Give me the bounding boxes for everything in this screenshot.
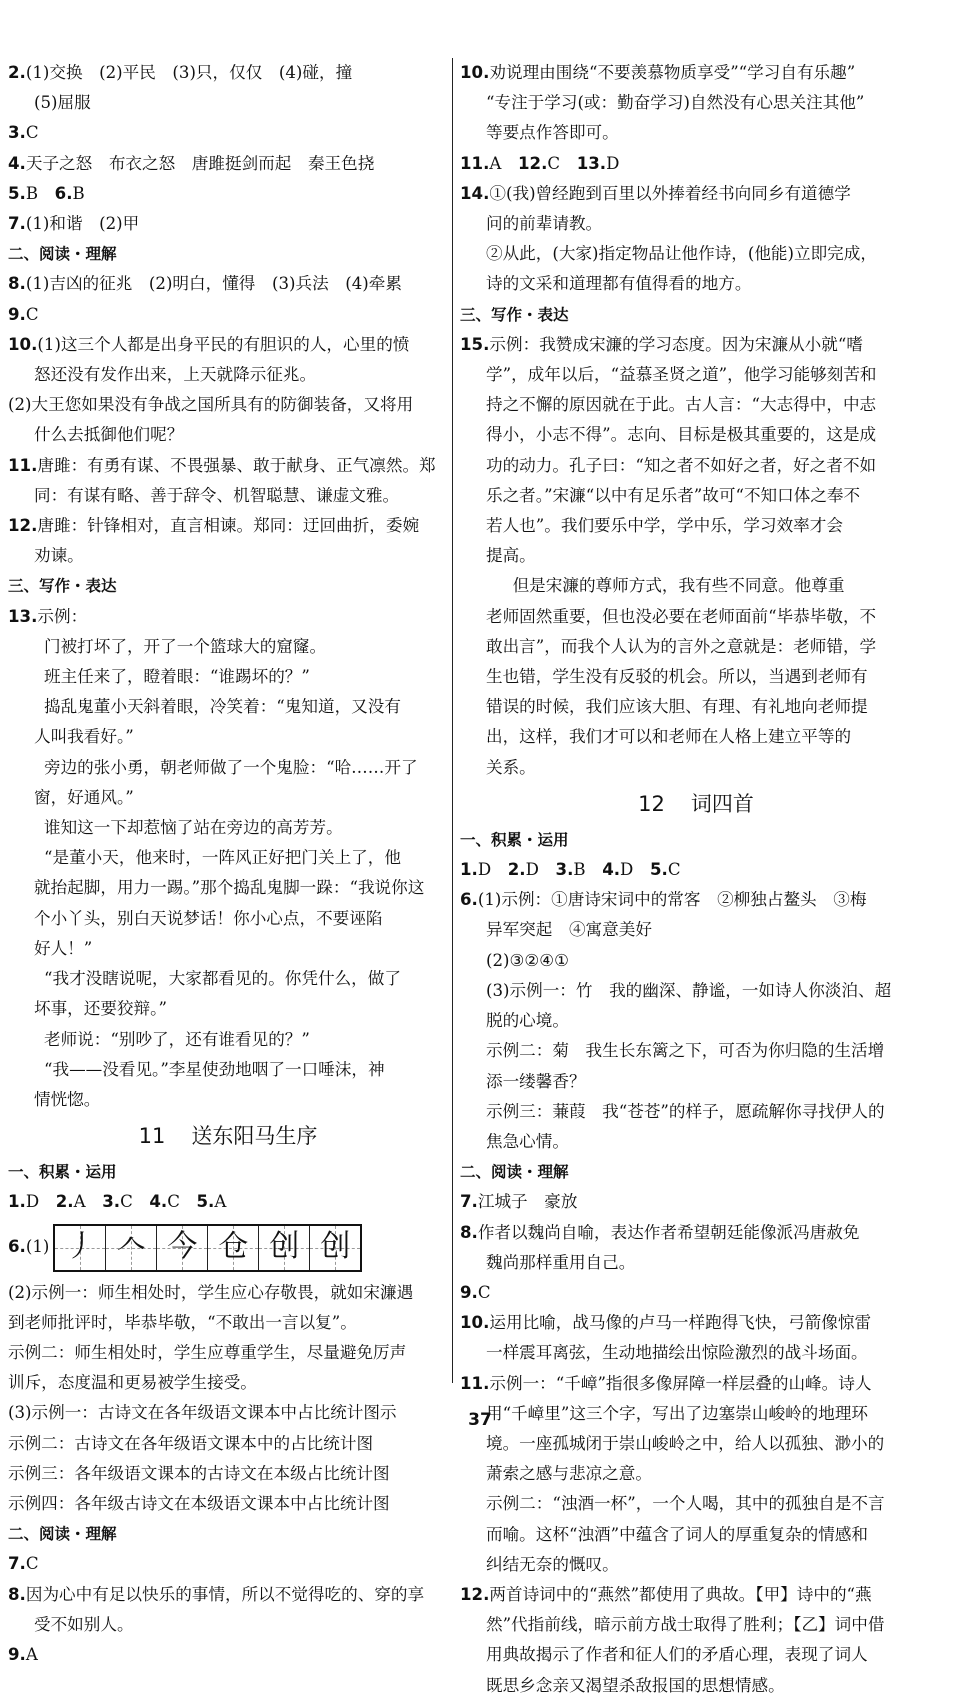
section-heading: 二、阅读・理解 <box>8 245 117 264</box>
question-number: 3. <box>555 860 574 880</box>
answer-text: 焦急心情。 <box>486 1131 569 1151</box>
question-number: 2. <box>507 860 526 880</box>
answer-text: 因为心中有足以快乐的事情，所以不觉得吃的、穿的享 <box>25 1584 425 1604</box>
stroke-char: 创 <box>320 1229 351 1265</box>
answer-text: 运用比喻，战马像的卢马一样跑得飞快，弓箭像惊雷 <box>489 1313 872 1333</box>
grid-cell <box>106 1226 157 1270</box>
stroke-char: 丿 <box>65 1229 96 1265</box>
answer-text: 窗，好通风。” <box>34 787 134 807</box>
answer-line <box>460 1278 932 1308</box>
answer-text: 人叫我看好。” <box>34 727 134 747</box>
answer-line <box>8 300 448 330</box>
answer-text: C <box>477 1282 491 1302</box>
answer-text: 若人也”。我们要乐中学，学中乐，学习效率才会 <box>486 516 843 536</box>
answer-text: 示例：我赞成宋濂的学习态度。因为宋濂从小就“嗜 <box>489 334 863 354</box>
question-number: 11. <box>460 1373 490 1393</box>
answer-line <box>8 1025 448 1055</box>
section-heading: 二、阅读・理解 <box>8 1525 117 1544</box>
answer-line <box>8 1489 448 1519</box>
answer-text: C <box>547 153 561 173</box>
question-number: 8. <box>460 1222 478 1242</box>
question-number: 7. <box>8 214 26 234</box>
answer-text: 什么去抵御他们呢？ <box>34 425 184 445</box>
answer-text: 示例： <box>37 606 88 626</box>
answer-line <box>8 1368 448 1398</box>
answer-line <box>460 1218 932 1248</box>
stroke-char: 𠆢 <box>116 1229 147 1265</box>
question-number: 8. <box>8 1584 26 1604</box>
answer-line <box>460 1006 932 1036</box>
answer-text: 纠结无奈的慨叹。 <box>486 1554 619 1574</box>
answer-text: (3)示例一：竹 我的幽深、静谧，一如诗人你淡泊、超 <box>486 980 892 1000</box>
answer-line <box>8 1429 448 1459</box>
answer-line <box>8 964 448 994</box>
stroke-char: 今 <box>167 1229 198 1265</box>
answer-text: 提高。 <box>486 546 536 566</box>
stroke-char: 仓 <box>218 1229 249 1265</box>
answer-line <box>8 813 448 843</box>
answer-line <box>460 58 932 88</box>
lesson-number: 11 <box>138 1124 166 1149</box>
answer-line <box>8 541 448 571</box>
answer-line <box>460 1580 932 1610</box>
answer-text: B <box>573 860 586 880</box>
answer-text: A <box>489 153 502 173</box>
answer-line <box>8 722 448 752</box>
answer-text: 示例四：各年级古诗文在本级语文课本中占比统计图 <box>8 1493 390 1513</box>
answer-line <box>460 855 932 885</box>
answer-text: D <box>477 860 492 880</box>
answer-text: C <box>667 860 681 880</box>
answer-line <box>460 390 932 420</box>
question-number: 3. <box>102 1192 121 1212</box>
answer-text: (1)和谐 (2)甲 <box>25 214 140 234</box>
answer-line <box>8 269 448 299</box>
answer-text: “是董小天，他来时，一阵风正好把门关上了，他 <box>44 848 401 868</box>
answer-text: (1)示例：①唐诗宋词中的常客 ②柳独占鳌头 ③梅 <box>477 890 867 910</box>
answer-text: 示例二：师生相处时，学生应尊重学生，尽量避免厉声 <box>8 1342 407 1362</box>
answer-line <box>8 1549 448 1579</box>
answer-text: (2)大王您如果没有争战之国所具有的防御装备，又将用 <box>8 395 414 415</box>
answer-text: 等要点作答即可。 <box>486 123 619 143</box>
answer-text: 诗的文采和道理都有值得看的地方。 <box>486 274 752 294</box>
answer-line <box>460 330 932 360</box>
answer-text: B <box>72 183 85 203</box>
answer-line <box>460 753 932 783</box>
stroke-char: 创 <box>269 1229 300 1265</box>
answer-text: 捣乱鬼董小天斜着眼，冷笑着：“鬼知道，又没有 <box>44 697 401 717</box>
answer-text: 劝说理由围绕“不要羡慕物质享受”“学习自有乐趣” <box>489 63 856 82</box>
answer-text: D <box>606 153 620 173</box>
answer-text: (2)示例一：师生相处时，学生应心存敬畏，就如宋濂遇 <box>8 1282 414 1302</box>
answer-text: 怒还没有发作出来，上天就降示征兆。 <box>34 365 317 385</box>
question-number: 2. <box>8 63 26 82</box>
right-column <box>460 58 932 1701</box>
answer-line <box>8 904 448 934</box>
question-number: 9. <box>8 1644 26 1664</box>
answer-text: 老师固然重要，但也没必要在老师面前“毕恭毕敬，不 <box>486 606 877 626</box>
answer-line <box>8 1338 448 1368</box>
answer-line <box>8 149 448 179</box>
answer-line <box>8 209 448 239</box>
grid-cell <box>259 1226 310 1270</box>
answer-line <box>460 1550 932 1580</box>
answer-line <box>8 1187 448 1217</box>
answer-line <box>460 885 932 915</box>
answer-text: 异军突起 ④寓意美好 <box>486 920 652 940</box>
answer-line <box>460 1187 932 1217</box>
answer-prefix: (1) <box>25 1237 50 1257</box>
answer-text: A <box>214 1192 227 1212</box>
answer-line <box>460 692 932 722</box>
answer-text: 萧索之感与悲凉之意。 <box>486 1464 652 1484</box>
answer-line <box>460 662 932 692</box>
question-number: 6. <box>54 183 73 203</box>
question-number: 5. <box>196 1192 215 1212</box>
answer-text: 得小，小志不得”。志向、目标是极其重要的，这是成 <box>486 425 877 445</box>
answer-text: 敢出言”，而我个人认为的言外之意就是：老师错，学 <box>486 636 877 656</box>
answer-text: 江城子 豪放 <box>477 1192 578 1212</box>
answer-text: 唐雎：针锋相对，直言相谏。郑同：迂回曲折，委婉 <box>37 516 420 536</box>
answer-line <box>8 843 448 873</box>
answer-line <box>8 179 448 209</box>
question-number: 6. <box>460 890 478 910</box>
answer-text: 就抬起脚，用力一踢。”那个捣乱鬼脚一跺：“我说你这 <box>34 878 425 898</box>
answer-line <box>460 1610 932 1640</box>
answer-line <box>460 1097 932 1127</box>
answer-text: 关系。 <box>486 757 536 777</box>
answer-text: 用“千嶂里”这三个字，写出了边塞崇山峻岭的地理环 <box>486 1403 869 1423</box>
answer-text: 示例三：蒹葭 我“苍苍”的样子，愿疏解你寻找伊人的 <box>486 1101 885 1121</box>
answer-text: 一样震耳离弦，生动地描绘出惊险激烈的战斗场面。 <box>486 1343 868 1363</box>
question-number: 4. <box>149 1192 168 1212</box>
answer-text: 学”，成年以后，“益慕圣贤之道”，他学习能够刻苦和 <box>486 365 877 385</box>
answer-text: 魏尚那样重用自己。 <box>486 1252 636 1272</box>
answer-text: 作者以魏尚自喻，表达作者希望朝廷能像派冯唐赦免 <box>477 1222 860 1242</box>
answer-line <box>8 1459 448 1489</box>
answer-text: 到老师批评时，毕恭毕敬，“不敢出一言以复”。 <box>8 1312 357 1332</box>
section-heading: 三、写作・表达 <box>8 577 117 596</box>
page-number: 37 <box>468 1410 492 1430</box>
answer-text: 生也错，学生没有反驳的机会。所以，当遇到老师有 <box>486 667 868 687</box>
grid-cell <box>55 1226 106 1270</box>
answer-text: 出，这样，我们才可以和老师在人格上建立平等的 <box>486 727 852 747</box>
question-number: 12. <box>517 153 548 173</box>
answer-line <box>8 873 448 903</box>
answer-line <box>460 1248 932 1278</box>
question-number: 5. <box>649 860 668 880</box>
answer-text: (2)③②④① <box>486 950 570 970</box>
question-number: 12. <box>8 516 38 536</box>
answer-line <box>8 451 448 481</box>
answer-line <box>8 330 448 360</box>
question-number: 9. <box>8 304 26 324</box>
answer-text: D <box>25 1192 40 1212</box>
lesson-number: 12 <box>638 791 665 816</box>
answer-text: 示例二：古诗文在各年级语文课本中的占比统计图 <box>8 1433 374 1453</box>
answer-text: (1)交换 (2)平民 (3)只，仅仅 (4)碰，撞 <box>25 63 353 82</box>
answer-text: 而喻。这杯“浊酒”中蕴含了词人的厚重复杂的情感和 <box>486 1524 869 1544</box>
answer-text: 两首诗词中的“燕然”都使用了典故。【甲】诗中的“燕 <box>489 1584 872 1604</box>
question-number: 5. <box>8 183 26 203</box>
answer-text: 功的动力。孔子曰：“知之者不如好之者，好之者不如 <box>486 455 877 475</box>
answer-text: A <box>25 1644 38 1664</box>
question-number: 11. <box>8 455 38 475</box>
answer-line <box>8 390 448 420</box>
answer-text: 示例一：“千嶂”指很多像屏障一样层叠的山峰。诗人 <box>489 1373 872 1393</box>
answer-line <box>460 1489 932 1519</box>
answer-text: ①(我)曾经跑到百里以外捧着经书向同乡有道德学 <box>489 183 851 203</box>
answer-line <box>8 1085 448 1115</box>
column-divider <box>452 58 453 1383</box>
answer-line <box>8 88 448 118</box>
answer-text: (5)屈服 <box>34 93 91 113</box>
answer-text: “我才没瞎说呢，大家都看见的。你凭什么，做了 <box>44 969 401 989</box>
question-number: 7. <box>8 1554 26 1574</box>
section-heading: 二、阅读・理解 <box>460 1163 569 1182</box>
answer-text: 同：有谋有略、善于辞令、机智聪慧、谦虚文雅。 <box>34 485 400 505</box>
answer-line <box>460 360 932 390</box>
answer-line <box>460 1671 932 1701</box>
grid-cell <box>310 1226 360 1270</box>
answer-text: C <box>167 1192 180 1212</box>
answer-line <box>460 946 932 976</box>
answer-line <box>8 1055 448 1085</box>
question-number: 2. <box>55 1192 74 1212</box>
answer-text: 好人！” <box>34 938 93 958</box>
question-number: 10. <box>460 1313 490 1333</box>
answer-line <box>8 1308 448 1338</box>
answer-text: 旁边的张小勇，朝老师做了一个鬼脸：“哈……开了 <box>44 757 418 777</box>
answer-text: (3)示例一：古诗文在各年级语文课本中占比统计图示 <box>8 1403 397 1423</box>
answer-text: 错误的时候，我们应该大胆、有理、有礼地向老师提 <box>486 697 868 717</box>
answer-text: ②从此，(大家)指定物品让他作诗，(他能)立即完成， <box>486 244 877 264</box>
lesson-title <box>8 1117 448 1155</box>
answer-text: 乐之者。”宋濂“以中有足乐者”故可“不知口体之奉不 <box>486 485 861 505</box>
answer-text: 训斥，态度温和更易被学生接受。 <box>8 1373 257 1393</box>
question-number: 10. <box>8 334 38 354</box>
answer-text: 持之不懈的原因就在于此。古人言：“大志得中，中志 <box>486 395 877 415</box>
answer-text: 老师说：“别吵了，还有谁看见的？” <box>44 1029 310 1049</box>
answer-text: 然”代指前线，暗示前方战士取得了胜利；【乙】词中借 <box>486 1615 885 1635</box>
answer-line <box>8 118 448 148</box>
answer-line <box>460 976 932 1006</box>
answer-line <box>460 1338 932 1368</box>
grid-cell <box>208 1226 259 1270</box>
answer-line <box>8 602 448 632</box>
answer-line <box>8 692 448 722</box>
answer-text: 天子之怒 布衣之怒 唐雎挺剑而起 秦王色挠 <box>25 153 375 173</box>
question-number: 13. <box>576 153 607 173</box>
answer-line <box>460 1308 932 1338</box>
answer-text: (1)这三个人都是出身平民的有胆识的人，心里的愤 <box>37 334 410 354</box>
question-number: 14. <box>460 183 490 203</box>
answer-line <box>460 239 932 269</box>
answer-line <box>460 511 932 541</box>
answer-text: C <box>25 304 39 324</box>
answer-text: 问的前辈请教。 <box>486 214 603 234</box>
answer-text: 班主任来了，瞪着眼：“谁踢坏的？” <box>44 667 310 687</box>
lesson-name: 词四首 <box>690 791 754 816</box>
stroke-order-grid <box>53 1224 362 1272</box>
answer-line <box>460 88 932 118</box>
answer-line <box>460 1520 932 1550</box>
question-number: 7. <box>460 1192 478 1212</box>
question-number: 6. <box>8 1237 26 1257</box>
answer-text: “我——没看见。”李星使劲地咽了一口唾沫，神 <box>44 1059 385 1079</box>
answer-text: 境。一座孤城闭于崇山峻岭之中，给人以孤独、渺小的 <box>486 1433 885 1453</box>
answer-line <box>460 1459 932 1489</box>
answer-line <box>460 1067 932 1097</box>
answer-line <box>8 481 448 511</box>
answer-text: B <box>25 183 55 203</box>
section-heading: 一、积累・运用 <box>460 830 569 849</box>
answer-line <box>460 1429 932 1459</box>
answer-text: D <box>620 860 634 880</box>
lesson-name: 送东阳马生序 <box>191 1124 318 1149</box>
question-number: 10. <box>460 63 490 82</box>
answer-line <box>8 360 448 390</box>
answer-text: 添一缕馨香？ <box>486 1071 586 1091</box>
answer-text: 情恍惚。 <box>34 1089 101 1109</box>
question-number: 13. <box>8 606 38 626</box>
answer-line <box>460 149 932 179</box>
section-heading: 一、积累・运用 <box>8 1163 117 1182</box>
question-number: 11. <box>460 153 490 173</box>
lesson-title <box>460 785 932 823</box>
answer-line <box>460 571 932 601</box>
answer-line <box>8 662 448 692</box>
answer-text: D <box>525 860 539 880</box>
answer-line <box>8 58 448 88</box>
answer-text: 既思乡念亲又渴望杀敌报国的思想情感。 <box>486 1675 785 1695</box>
question-number: 4. <box>602 860 621 880</box>
answer-line <box>460 915 932 945</box>
answer-line <box>8 753 448 783</box>
answer-line <box>8 994 448 1024</box>
answer-line <box>460 118 932 148</box>
question-number: 4. <box>8 153 26 173</box>
answer-text: C <box>120 1192 133 1212</box>
answer-text: (1)吉凶的征兆 (2)明白，懂得 (3)兵法 (4)牵累 <box>25 274 402 294</box>
answer-line <box>460 420 932 450</box>
answer-text: 示例二：“浊酒一杯”，一个人喝，其中的孤独自是不言 <box>486 1494 885 1514</box>
answer-line <box>8 934 448 964</box>
answer-line <box>460 209 932 239</box>
answer-line <box>460 541 932 571</box>
answer-line <box>460 179 932 209</box>
answer-text: 唐雎：有勇有谋、不畏强暴、敢于献身、正气凛然。郑 <box>37 455 436 475</box>
answer-line <box>8 1610 448 1640</box>
answer-line <box>8 511 448 541</box>
answer-line <box>460 451 932 481</box>
answer-line <box>8 1278 448 1308</box>
answer-text: C <box>25 1554 39 1574</box>
answer-text: 示例二：菊 我生长东篱之下，可否为你归隐的生活增 <box>486 1041 885 1061</box>
answer-line <box>460 481 932 511</box>
answer-line <box>8 783 448 813</box>
section-heading: 三、写作・表达 <box>460 305 569 324</box>
answer-line <box>8 1580 448 1610</box>
question-number: 8. <box>8 274 26 294</box>
grid-cell <box>157 1226 208 1270</box>
answer-line <box>460 269 932 299</box>
answer-line <box>8 632 448 662</box>
question-number: 9. <box>460 1282 478 1302</box>
answer-line <box>460 1640 932 1670</box>
answer-text: 示例三：各年级语文课本的古诗文在本级占比统计图 <box>8 1463 390 1483</box>
answer-line <box>460 602 932 632</box>
question-number: 1. <box>460 860 478 880</box>
answer-text: 但是宋濂的尊师方式，我有些不同意。他尊重 <box>496 576 845 596</box>
answer-line <box>460 1036 932 1066</box>
answer-text: A <box>73 1192 86 1212</box>
question-number: 15. <box>460 334 490 354</box>
answer-line <box>460 722 932 752</box>
answer-text: C <box>25 123 39 143</box>
answer-text: 用典故揭示了作者和征人们的矛盾心理，表现了词人 <box>486 1645 868 1665</box>
answer-line <box>460 632 932 662</box>
answer-line <box>460 1127 932 1157</box>
answer-text: 谁知这一下却惹恼了站在旁边的高芳芳。 <box>44 818 343 838</box>
answer-line <box>8 1218 448 1278</box>
question-number: 12. <box>460 1584 490 1604</box>
answer-text: 门被打坏了，开了一个篮球大的窟窿。 <box>44 636 327 656</box>
answer-text: 受不如别人。 <box>34 1614 134 1634</box>
answer-text: 坏事，还要狡辩。” <box>34 999 167 1019</box>
answer-line <box>8 420 448 450</box>
answer-line <box>8 1640 448 1670</box>
answer-text: 脱的心境。 <box>486 1011 569 1031</box>
answer-line <box>460 1369 932 1399</box>
question-number: 1. <box>8 1192 26 1212</box>
answer-text: “专注于学习(或：勤奋学习)自然没有心思关注其他” <box>486 93 865 113</box>
answer-text: 劝谏。 <box>34 546 84 566</box>
answer-text: 个小丫头，别白天说梦话！你小心点，不要诬陷 <box>34 908 383 928</box>
question-number: 3. <box>8 123 26 143</box>
